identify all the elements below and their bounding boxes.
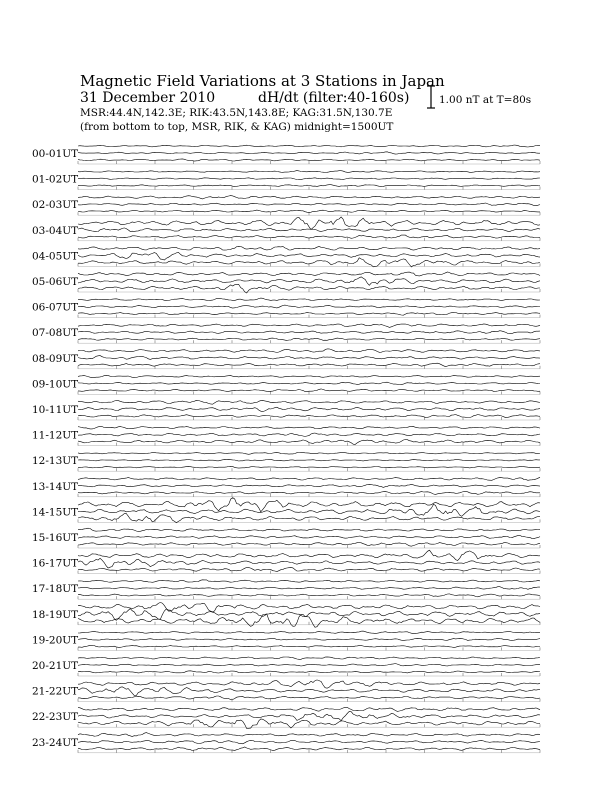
trace-kag bbox=[78, 477, 540, 480]
hour-row-label: 14-15UT bbox=[32, 506, 79, 519]
trace-msr bbox=[78, 466, 540, 468]
trace-rik bbox=[78, 535, 540, 538]
trace-kag bbox=[78, 375, 540, 377]
trace-kag bbox=[78, 580, 540, 583]
trace-kag bbox=[78, 733, 540, 737]
hour-row-label: 00-01UT bbox=[32, 148, 79, 160]
trace-rik bbox=[78, 203, 540, 206]
hour-row-23-24ut bbox=[32, 733, 540, 753]
trace-kag bbox=[78, 171, 540, 173]
trace-rik bbox=[78, 664, 540, 667]
hour-row-12-13ut bbox=[32, 452, 540, 471]
trace-msr bbox=[78, 235, 540, 238]
hour-row-label: 16-17UT bbox=[32, 557, 79, 570]
trace-kag bbox=[78, 631, 540, 634]
trace-rik bbox=[78, 356, 540, 360]
hour-row-14-15ut bbox=[32, 498, 540, 523]
hour-row-21-22ut bbox=[32, 680, 540, 702]
hour-row-label: 03-04UT bbox=[32, 224, 79, 237]
trace-rik bbox=[78, 228, 540, 232]
trace-kag bbox=[78, 324, 540, 328]
trace-rik bbox=[78, 178, 540, 180]
trace-rik bbox=[78, 382, 540, 384]
station-coordinates: MSR:44.4N,142.3E; RIK:43.5N,143.8E; KAG:31.5N,130.7E bbox=[80, 107, 393, 119]
hour-row-label: 21-22UT bbox=[32, 685, 79, 698]
trace-kag bbox=[78, 602, 540, 612]
hour-row-15-16ut bbox=[32, 528, 540, 548]
hour-row-03-04ut bbox=[32, 217, 540, 241]
chart-quantity: dH/dt (filter:40-160s) bbox=[258, 90, 410, 106]
hour-row-label: 20-21UT bbox=[32, 660, 79, 672]
hour-row-label: 07-08UT bbox=[32, 327, 79, 340]
trace-kag bbox=[78, 145, 540, 147]
trace-rik bbox=[78, 459, 540, 461]
trace-msr bbox=[78, 671, 540, 673]
trace-msr bbox=[78, 210, 540, 212]
trace-kag bbox=[78, 427, 540, 429]
hour-rows bbox=[32, 145, 540, 753]
hour-row-label: 11-12UT bbox=[32, 429, 79, 442]
hour-row-label: 10-11UT bbox=[32, 404, 79, 416]
trace-rik bbox=[78, 331, 540, 334]
hour-row-20-21ut bbox=[32, 657, 540, 676]
hour-row-16-17ut bbox=[32, 550, 540, 573]
station-order-note: (from bottom to top, MSR, RIK, & KAG) midnight=1500UT bbox=[80, 121, 394, 133]
hour-row-09-10ut bbox=[32, 375, 540, 394]
trace-rik bbox=[78, 152, 540, 154]
trace-kag bbox=[78, 349, 540, 353]
hour-row-label: 06-07UT bbox=[32, 301, 79, 314]
hour-row-label: 18-19UT bbox=[32, 608, 79, 621]
trace-rik bbox=[78, 433, 540, 437]
trace-rik bbox=[78, 277, 540, 285]
trace-rik bbox=[78, 252, 540, 260]
trace-rik bbox=[78, 740, 540, 744]
trace-rik bbox=[78, 484, 540, 487]
hour-row-label: 08-09UT bbox=[32, 352, 79, 365]
trace-rik bbox=[78, 504, 540, 516]
trace-rik bbox=[78, 558, 540, 568]
trace-kag bbox=[78, 707, 540, 711]
hour-row-label: 01-02UT bbox=[32, 173, 79, 186]
hour-row-label: 12-13UT bbox=[32, 455, 79, 468]
hour-row-label: 19-20UT bbox=[32, 634, 79, 647]
trace-kag bbox=[78, 498, 540, 512]
hour-row-17-18ut bbox=[32, 580, 540, 599]
hour-row-label: 17-18UT bbox=[32, 583, 79, 596]
chart-title: Magnetic Field Variations at 3 Stations in Japan bbox=[80, 72, 445, 90]
trace-kag bbox=[78, 400, 540, 404]
hour-row-05-06ut bbox=[32, 272, 540, 293]
trace-rik bbox=[78, 687, 540, 696]
trace-rik bbox=[78, 587, 540, 590]
hour-row-01-02ut bbox=[32, 171, 540, 190]
hour-row-label: 23-24UT bbox=[32, 736, 79, 749]
trace-kag bbox=[78, 528, 540, 531]
hour-row-07-08ut bbox=[32, 324, 540, 343]
hour-row-label: 13-14UT bbox=[32, 480, 79, 493]
trace-rik bbox=[78, 638, 540, 640]
hour-row-04-05ut bbox=[32, 246, 540, 267]
trace-kag bbox=[78, 217, 540, 230]
hour-row-08-09ut bbox=[32, 349, 540, 369]
hour-row-label: 22-23UT bbox=[32, 711, 79, 724]
trace-msr bbox=[78, 645, 540, 647]
chart-header bbox=[80, 72, 531, 133]
hour-row-19-20ut bbox=[32, 631, 540, 650]
hour-row-label: 05-06UT bbox=[32, 276, 79, 288]
hour-row-00-01ut bbox=[32, 145, 540, 164]
trace-rik bbox=[78, 609, 540, 621]
trace-kag bbox=[78, 550, 540, 560]
trace-kag bbox=[78, 298, 540, 301]
trace-kag bbox=[78, 246, 540, 250]
scale-bar-label: 1.00 nT at T=80s bbox=[439, 94, 532, 106]
hour-row-22-23ut bbox=[32, 707, 540, 728]
trace-kag bbox=[78, 452, 540, 454]
trace-kag bbox=[78, 272, 540, 276]
trace-msr bbox=[78, 389, 540, 392]
hour-row-06-07ut bbox=[32, 298, 540, 318]
trace-kag bbox=[78, 680, 540, 688]
trace-kag bbox=[78, 657, 540, 659]
trace-kag bbox=[78, 196, 540, 199]
hour-row-label: 02-03UT bbox=[32, 199, 79, 212]
trace-msr bbox=[78, 185, 540, 187]
hour-row-11-12ut bbox=[32, 427, 540, 446]
chart-date: 31 December 2010 bbox=[80, 90, 216, 106]
trace-rik bbox=[78, 305, 540, 308]
hour-row-10-11ut bbox=[32, 400, 540, 420]
trace-msr bbox=[78, 159, 540, 161]
trace-msr bbox=[78, 614, 540, 627]
hour-row-label: 09-10UT bbox=[32, 378, 79, 391]
trace-rik bbox=[78, 407, 540, 411]
hour-row-18-19ut bbox=[32, 602, 540, 627]
hour-row-label: 04-05UT bbox=[32, 250, 79, 263]
trace-rik bbox=[78, 711, 540, 720]
hour-row-13-14ut bbox=[32, 477, 540, 497]
hour-row-02-03ut bbox=[32, 196, 540, 216]
hour-row-label: 15-16UT bbox=[32, 532, 79, 544]
